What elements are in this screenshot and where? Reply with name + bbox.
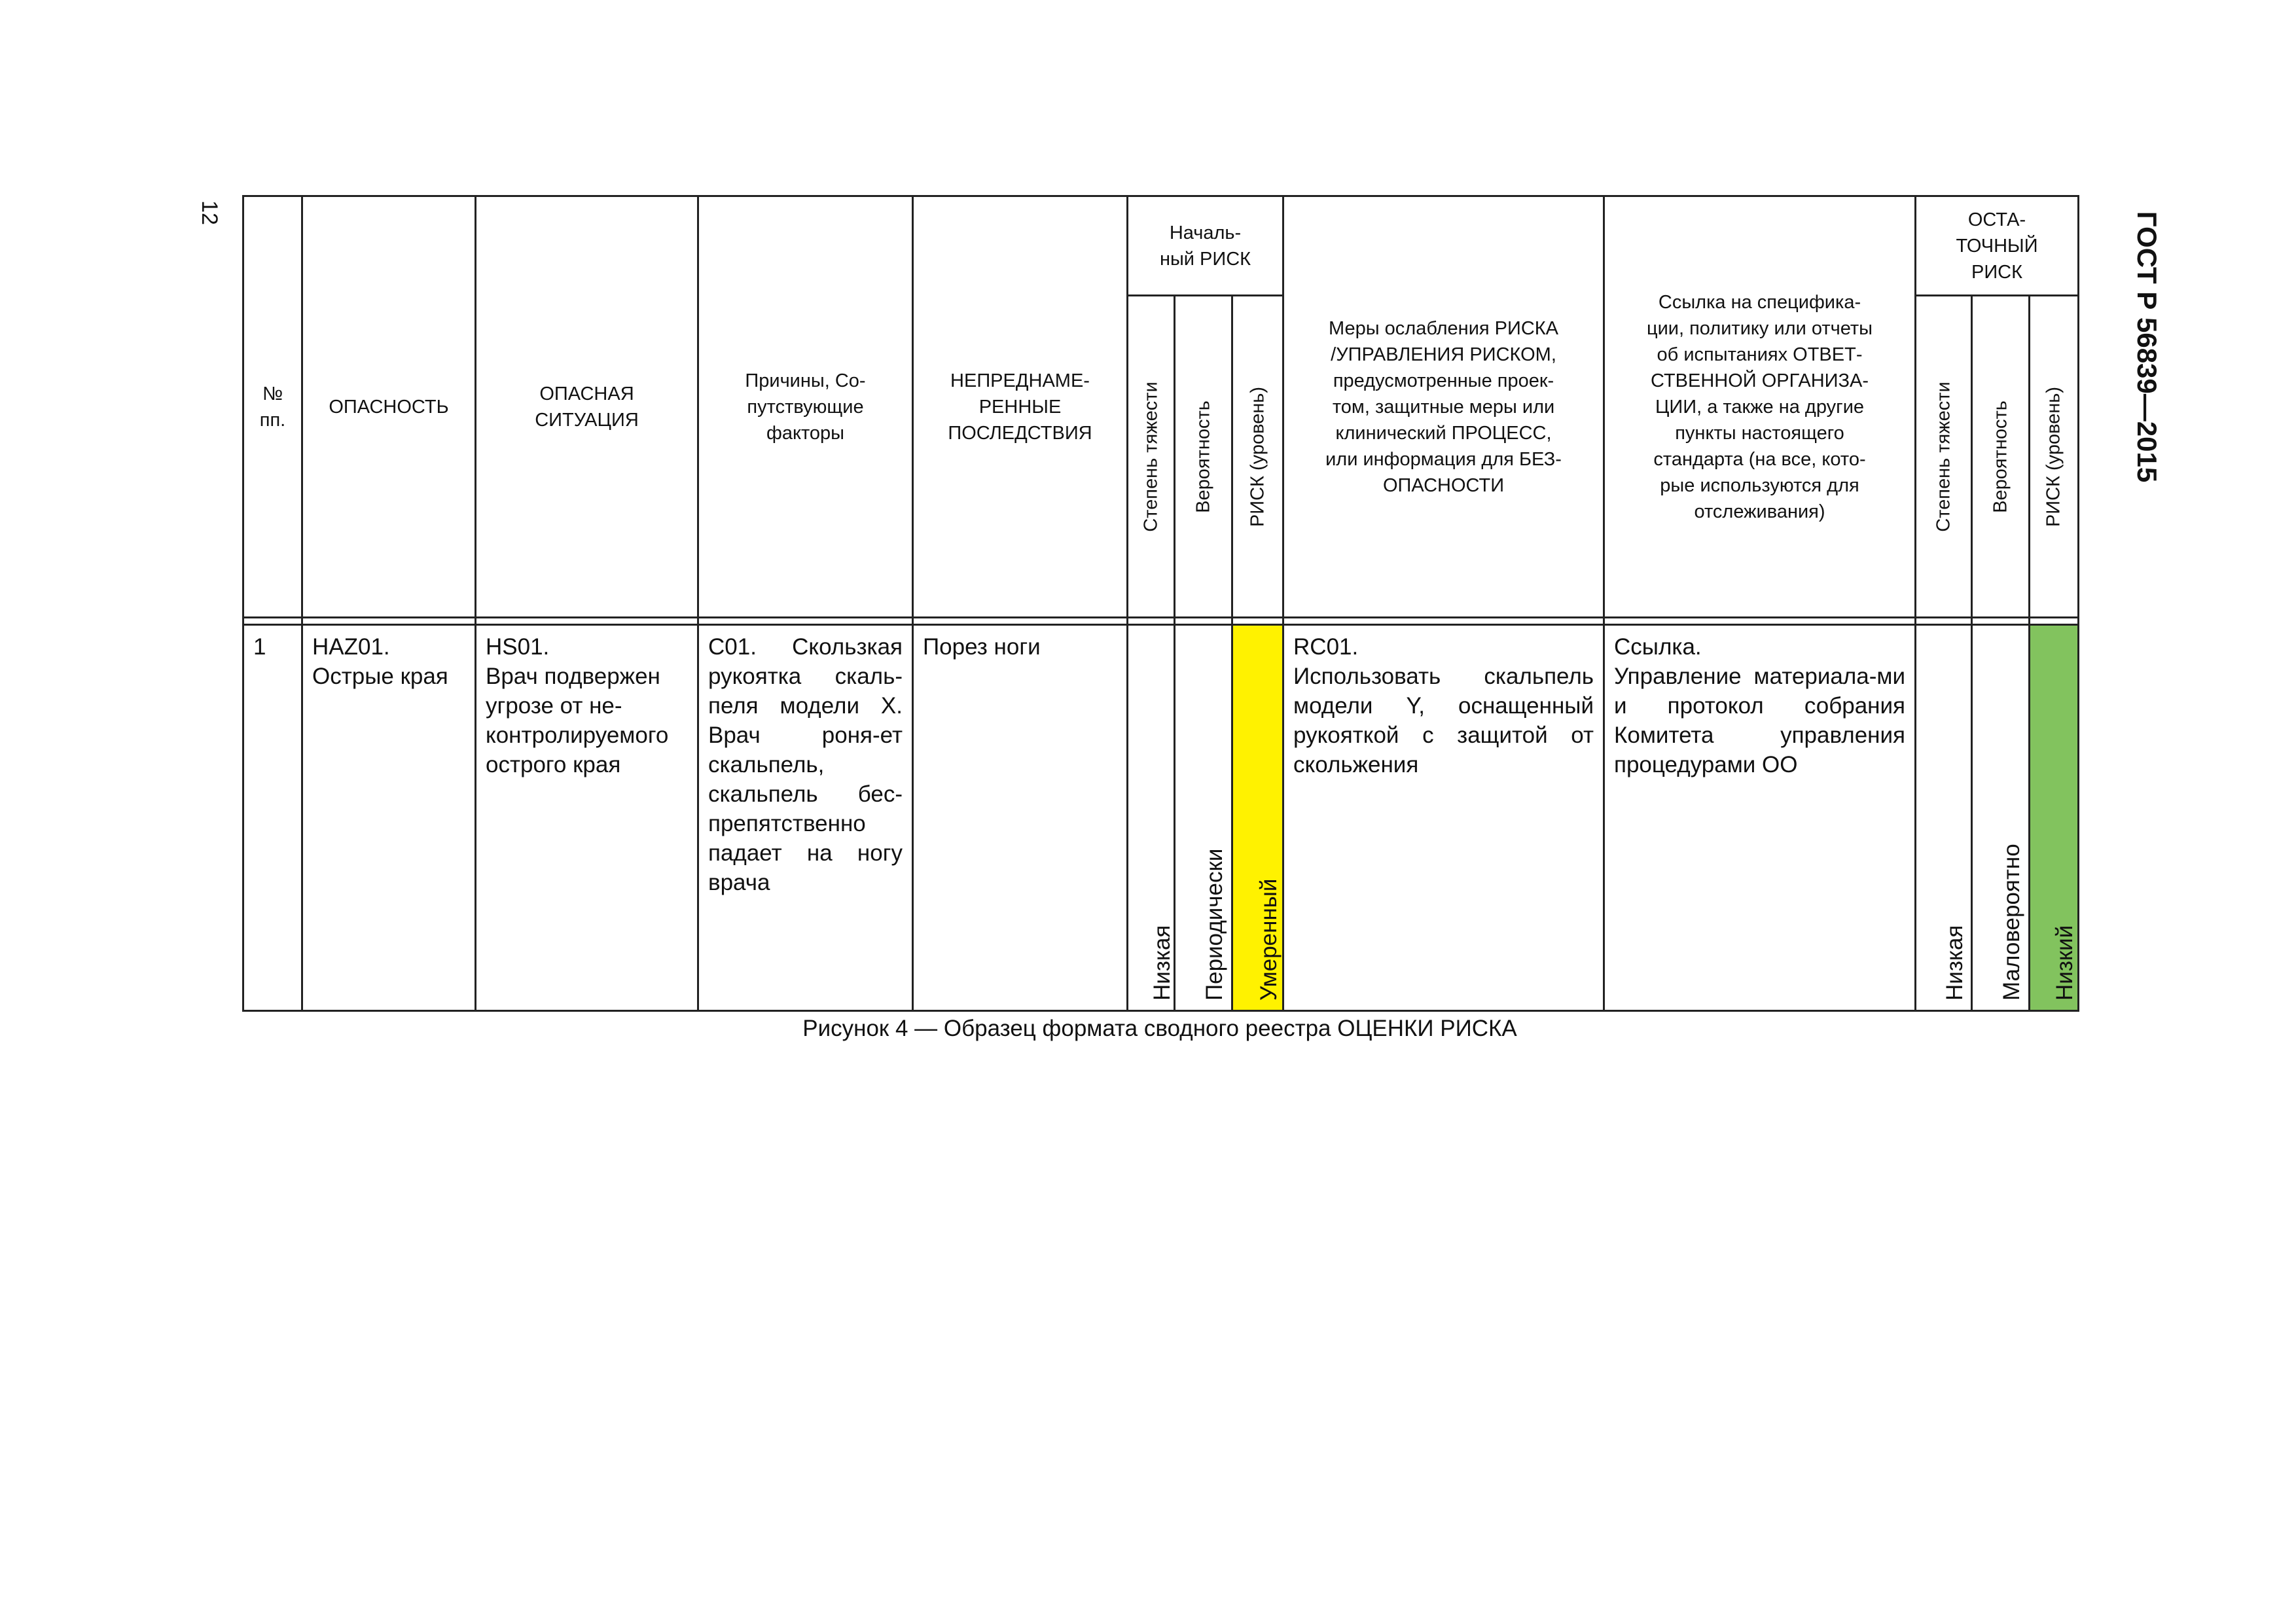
header-initial-risk: Началь- ный РИСК (1128, 196, 1283, 296)
header-consequences: НЕПРЕДНАМЕ- РЕННЫЕ ПОСЛЕДСТВИЯ (913, 196, 1128, 618)
table-row (243, 625, 2079, 1011)
cell-control-measures: RC01. Использовать скальпель модели Y, оснащенный рукояткой с защитой от скольжения (1283, 625, 1604, 1011)
header-risk-level: РИСК (уровень) (1232, 296, 1283, 618)
header-hazardous-situation: ОПАСНАЯ СИТУАЦИЯ (476, 196, 698, 618)
cell-hazardous-situation: HS01. Врач подвержен угрозе от не-контролируемого острого края (476, 625, 698, 1011)
cell-severity: Низкая (1128, 625, 1175, 1011)
cell-residual-risk-level: Низкий (2030, 625, 2079, 1011)
header-number: № пп. (243, 196, 302, 618)
cell-consequences: Порез ноги (913, 625, 1128, 1011)
header-hazard: ОПАСНОСТЬ (302, 196, 476, 618)
header-separator (243, 618, 2079, 625)
cell-probability: Периодически (1175, 625, 1232, 1011)
header-residual-risk-level: РИСК (уровень) (2030, 296, 2079, 618)
figure-caption: Рисунок 4 — Образец формата сводного реестра ОЦЕНКИ РИСКА (802, 1016, 1517, 1041)
header-control-measures: Меры ослабления РИСКА /УПРАВЛЕНИЯ РИСКОМ, предусмотренные проек- том, защитные меры или клинический ПРОЦЕСС, или информация для БЕЗ- ОПАСНОСТИ (1283, 196, 1604, 618)
cell-causes: C01. Скользкая рукоятка скаль-пеля модели X. Врач роня-ет скальпель, скальпель бес-препятственно падает на ногу врача (698, 625, 913, 1011)
cell-residual-severity: Низкая (1916, 625, 1972, 1011)
header-residual-risk: ОСТА- ТОЧНЫЙ РИСК (1916, 196, 2079, 296)
cell-risk-level: Умеренный (1232, 625, 1283, 1011)
header-causes: Причины, Со- путствующие факторы (698, 196, 913, 618)
header-residual-severity: Степень тяжести (1916, 296, 1972, 618)
header-severity: Степень тяжести (1128, 296, 1175, 618)
risk-register-table (242, 195, 2079, 1012)
header-reference: Ссылка на специфика- ции, политику или отчеты об испытаниях ОТВЕТ- СТВЕННОЙ ОРГАНИЗА- ЦИИ, а также на другие пункты настоящего стандарта (на все, кото- рые используются для отслеживания) (1604, 196, 1916, 618)
document-code: ГОСТ Р 56839—2015 (2132, 211, 2162, 483)
cell-number: 1 (243, 625, 302, 1011)
cell-residual-probability: Маловероятно (1972, 625, 2030, 1011)
header-residual-probability: Вероятность (1972, 296, 2030, 618)
header-probability: Вероятность (1175, 296, 1232, 618)
cell-reference: Ссылка. Управление материала-ми и протокол собрания Комитета управления процедурами ОО (1604, 625, 1916, 1011)
cell-hazard: HAZ01. Острые края (302, 625, 476, 1011)
page-number: 12 (197, 200, 223, 225)
